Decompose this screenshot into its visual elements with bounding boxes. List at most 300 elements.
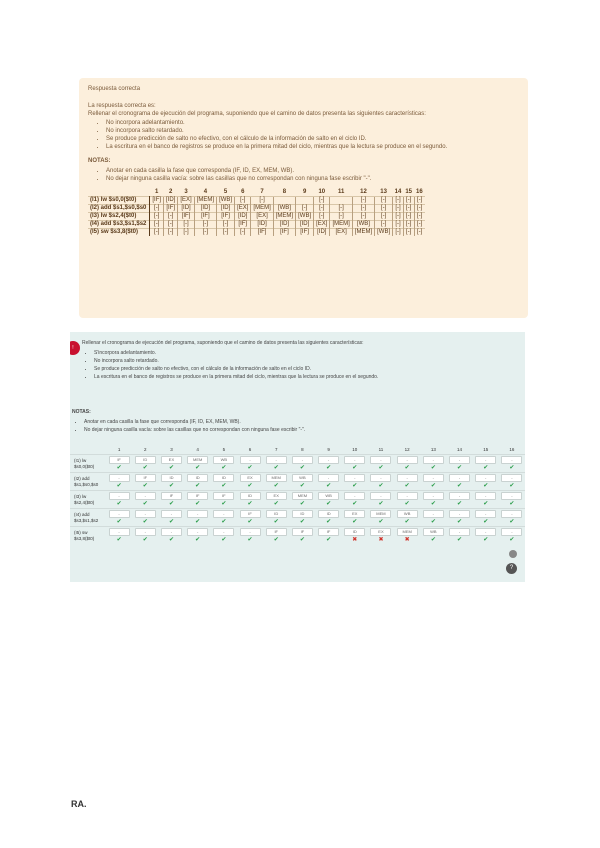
phase-select[interactable]: - [397, 474, 418, 482]
cycle-number: 8 [301, 447, 304, 452]
mark-cell [499, 500, 525, 509]
phase-cell: [-] [194, 221, 216, 229]
phase-select[interactable]: - [423, 492, 444, 500]
note-item: • No dejar ninguna casilla vacía: sobre las casillas que no correspondan con ninguna fase escribir "-". [106, 175, 519, 183]
condition-item: • La escritura en el banco de registros se produce en la primera mitad del ciclo, mientras que la lectura se produce en el segundo. [94, 374, 521, 381]
mark-cell [473, 482, 499, 491]
phase-select[interactable]: WB [397, 510, 418, 518]
phase-cell: [IF] [235, 221, 251, 229]
phase-select[interactable]: - [397, 456, 418, 464]
phase-select[interactable]: - [135, 528, 156, 536]
phase-select[interactable]: - [292, 456, 313, 464]
phase-cell: [-] [414, 213, 425, 221]
scroll-indicator[interactable] [509, 550, 517, 558]
check-icon: ✔ [195, 537, 201, 543]
mark-cell [106, 500, 132, 509]
mark-cell [263, 500, 289, 509]
feedback-subtitle: La respuesta correcta es: [88, 103, 156, 109]
check-icon: ✔ [168, 465, 174, 471]
phase-cell [289, 455, 315, 465]
phase-cell: [EX] [330, 229, 352, 237]
phase-cell [316, 473, 342, 483]
table-row [88, 229, 425, 237]
mark-cell [368, 482, 394, 491]
phase-cell [211, 509, 237, 519]
phase-select[interactable]: - [344, 492, 365, 500]
phase-select[interactable]: IF [135, 474, 156, 482]
mark-cell [289, 482, 315, 491]
phase-cell [273, 197, 295, 205]
check-icon: ✔ [168, 537, 174, 543]
mark-cell [446, 464, 472, 473]
cycle-number: 6 [241, 189, 245, 195]
check-icon: ✔ [509, 483, 515, 489]
check-icon: ✔ [457, 537, 463, 543]
phase-select[interactable]: ID [135, 456, 156, 464]
check-icon: ✔ [457, 483, 463, 489]
quiz-conditions [82, 350, 521, 381]
mark-cell [211, 500, 237, 509]
check-icon: ✔ [483, 483, 489, 489]
phase-cell: [-] [403, 197, 414, 205]
phase-cell: [ID] [314, 229, 330, 237]
phase-cell: [-] [414, 221, 425, 229]
check-icon: ✔ [404, 501, 410, 507]
phase-cell: [-] [150, 213, 164, 221]
phase-cell [420, 527, 446, 537]
check-icon: ✔ [168, 519, 174, 525]
phase-select[interactable]: ID [161, 474, 182, 482]
phase-cell: [-] [403, 205, 414, 213]
check-icon: ✔ [378, 519, 384, 525]
help-icon[interactable]: ? [506, 563, 517, 574]
phase-cell: [WB] [217, 197, 235, 205]
cycle-number: 12 [404, 447, 410, 452]
phase-cell: [-] [403, 213, 414, 221]
phase-select[interactable]: - [187, 510, 208, 518]
phase-cell [106, 491, 132, 501]
phase-select[interactable]: - [370, 492, 391, 500]
check-icon: ✔ [326, 519, 332, 525]
mark-cell [368, 464, 394, 473]
cycle-number: 4 [203, 189, 208, 195]
phase-cell [394, 527, 420, 537]
phase-select[interactable]: IF [292, 528, 313, 536]
table-row [88, 221, 425, 229]
cycle-number: 14 [457, 447, 463, 452]
phase-cell: [-] [393, 213, 404, 221]
note-item: • Anotar en cada casilla la fase que corresponda (IF, ID, EX, MEM, WB). [84, 419, 521, 426]
phase-select[interactable]: WB [423, 528, 444, 536]
phase-cell [368, 509, 394, 519]
check-icon: ✔ [457, 465, 463, 471]
condition-item: • No incorpora salto retardado. [106, 127, 519, 135]
phase-cell [446, 527, 472, 537]
mark-cell [342, 482, 368, 491]
phase-cell [132, 473, 158, 483]
phase-select[interactable]: - [109, 492, 130, 500]
phase-cell: [-] [352, 213, 374, 221]
check-icon: ✔ [273, 465, 279, 471]
phase-cell: [IF] [217, 213, 235, 221]
phase-cell [316, 509, 342, 519]
cycle-number: 5 [222, 447, 226, 452]
phase-cell [106, 455, 132, 465]
phase-cell: [-] [330, 205, 352, 213]
cycle-number: 10 [352, 447, 358, 452]
phase-select[interactable]: - [449, 474, 470, 482]
check-icon: ✔ [404, 519, 410, 525]
cycle-number: 16 [509, 447, 515, 452]
mark-cell [132, 464, 158, 473]
phase-select[interactable]: - [240, 456, 261, 464]
phase-cell [158, 527, 184, 537]
phase-select[interactable]: - [475, 492, 496, 500]
cycle-number: 4 [196, 447, 199, 452]
phase-select[interactable]: IF [187, 492, 208, 500]
check-icon: ✔ [195, 465, 201, 471]
feedback-row [70, 464, 525, 473]
phase-cell [158, 509, 184, 519]
phase-select[interactable]: - [109, 474, 130, 482]
mark-cell [132, 518, 158, 527]
cycle-number: 11 [337, 189, 345, 195]
condition-item: • Se produce predicción de salto no efectivo, con el cálculo de la información de salto en el ciclo ID. [106, 135, 519, 143]
cycle-number: 3 [184, 189, 188, 195]
check-icon: ✔ [404, 465, 410, 471]
phase-select[interactable]: - [344, 474, 365, 482]
phase-cell: [-] [393, 229, 404, 237]
check-icon: ✔ [168, 501, 174, 507]
mark-cell [342, 500, 368, 509]
phase-select[interactable]: MEM [187, 456, 208, 464]
phase-select[interactable]: - [449, 528, 470, 536]
phase-cell: [ID] [273, 221, 295, 229]
phase-cell: [-] [150, 229, 164, 237]
check-icon: ✔ [457, 519, 463, 525]
phase-select[interactable]: MEM [292, 492, 313, 500]
phase-select[interactable]: - [109, 510, 130, 518]
phase-select[interactable]: - [501, 510, 522, 518]
mark-cell [263, 518, 289, 527]
phase-select[interactable]: - [501, 492, 522, 500]
phase-cell [499, 491, 525, 501]
phase-select[interactable]: - [449, 456, 470, 464]
instruction-label: (I3) lw $s2,4($t0) [70, 491, 106, 509]
phase-cell: [ID] [296, 221, 314, 229]
mark-cell [446, 518, 472, 527]
table-row [70, 491, 525, 501]
mark-cell [158, 482, 184, 491]
phase-cell [211, 473, 237, 483]
phase-select[interactable]: - [370, 474, 391, 482]
phase-select[interactable]: - [318, 474, 339, 482]
check-icon: ✔ [299, 537, 305, 543]
phase-select[interactable]: EX [240, 474, 261, 482]
phase-select[interactable]: - [240, 528, 261, 536]
phase-select[interactable]: - [449, 510, 470, 518]
check-icon: ✔ [221, 537, 227, 543]
phase-select[interactable]: WB [213, 456, 234, 464]
phase-select[interactable]: EX [370, 528, 391, 536]
phase-select[interactable]: - [187, 528, 208, 536]
feedback-row [70, 482, 525, 491]
phase-select[interactable]: - [318, 456, 339, 464]
phase-cell [342, 455, 368, 465]
mark-cell [368, 500, 394, 509]
phase-select[interactable]: - [266, 456, 287, 464]
quiz-header [82, 340, 521, 382]
mark-cell [185, 518, 211, 527]
phase-cell [185, 491, 211, 501]
cross-icon: ✖ [352, 537, 358, 543]
phase-cell [394, 473, 420, 483]
check-icon: ✔ [247, 483, 253, 489]
mark-cell [316, 518, 342, 527]
phase-cell: [-] [375, 205, 393, 213]
feedback-panel [79, 78, 528, 318]
phase-cell [446, 473, 472, 483]
mark-cell [263, 482, 289, 491]
feedback-title: Respuesta correcta [88, 86, 141, 92]
phase-select[interactable]: - [449, 492, 470, 500]
phase-cell: [-] [403, 229, 414, 237]
phase-cell [394, 509, 420, 519]
table-row [70, 473, 525, 483]
check-icon: ✔ [273, 483, 279, 489]
check-icon: ✔ [221, 465, 227, 471]
check-icon: ✔ [483, 501, 489, 507]
quiz-notes [72, 409, 521, 435]
phase-cell [342, 527, 368, 537]
phase-cell: [-] [178, 229, 194, 237]
check-icon: ✔ [195, 501, 201, 507]
phase-select[interactable]: - [423, 456, 444, 464]
phase-cell: [IF] [194, 213, 216, 221]
phase-select[interactable]: MEM [370, 510, 391, 518]
phase-select[interactable]: IF [213, 492, 234, 500]
table-row [70, 455, 525, 465]
phase-cell [289, 509, 315, 519]
phase-cell: [-] [164, 221, 178, 229]
phase-cell: [-] [235, 197, 251, 205]
check-icon: ✔ [378, 465, 384, 471]
check-icon: ✔ [116, 501, 122, 507]
phase-select[interactable]: EX [344, 510, 365, 518]
phase-cell: [WB] [352, 221, 374, 229]
check-icon: ✔ [352, 465, 358, 471]
phase-cell: [MEM] [194, 197, 216, 205]
phase-select[interactable]: - [161, 528, 182, 536]
phase-select[interactable]: - [344, 456, 365, 464]
check-icon: ✔ [430, 483, 436, 489]
phase-select[interactable]: IF [161, 492, 182, 500]
phase-select[interactable]: - [109, 528, 130, 536]
phase-select[interactable]: MEM [397, 528, 418, 536]
check-icon: ✔ [221, 519, 227, 525]
mark-cell [420, 482, 446, 491]
mark-cell [106, 482, 132, 491]
check-icon: ✔ [483, 537, 489, 543]
phase-cell [316, 491, 342, 501]
phase-cell: [WB] [296, 213, 314, 221]
table-row [88, 197, 425, 205]
mark-cell [499, 518, 525, 527]
phase-cell: [-] [393, 221, 404, 229]
phase-select[interactable]: - [501, 474, 522, 482]
phase-cell [473, 455, 499, 465]
check-icon: ✔ [509, 519, 515, 525]
mark-cell [342, 464, 368, 473]
mark-cell [158, 518, 184, 527]
cycle-number: 1 [155, 189, 159, 195]
check-icon: ✔ [326, 501, 332, 507]
phase-select[interactable]: WB [318, 492, 339, 500]
mark-cell [211, 464, 237, 473]
feedback-row [70, 518, 525, 527]
phase-select[interactable]: - [423, 474, 444, 482]
phase-select[interactable]: EX [266, 492, 287, 500]
instruction-label: (I5) sw $s3,8($t0) [70, 527, 106, 545]
notes-title: NOTAS: [72, 409, 91, 415]
cycle-number: 13 [380, 189, 387, 195]
mark-cell [446, 482, 472, 491]
phase-select[interactable]: - [397, 492, 418, 500]
cross-icon: ✖ [378, 537, 384, 543]
mark-cell [158, 500, 184, 509]
phase-select[interactable]: MEM [266, 474, 287, 482]
check-icon: ✔ [273, 519, 279, 525]
phase-select[interactable]: - [501, 528, 522, 536]
mark-cell [342, 536, 368, 544]
corner-cell [70, 445, 106, 455]
phase-cell [368, 455, 394, 465]
cycle-number: 9 [327, 447, 330, 452]
phase-select[interactable]: WB [292, 474, 313, 482]
phase-cell: [MEM] [251, 205, 273, 213]
condition-item: • No incorpora salto retardado. [94, 358, 521, 365]
phase-select[interactable]: ID [187, 474, 208, 482]
phase-select[interactable]: IF [266, 528, 287, 536]
phase-cell [132, 455, 158, 465]
phase-select[interactable]: - [135, 510, 156, 518]
condition-item: • La escritura en el banco de registros se produce en la primera mitad del ciclo, mientras que la lectura se produce en el segundo. [106, 143, 519, 151]
cycle-number: 7 [274, 447, 278, 452]
phase-cell [237, 527, 263, 537]
mark-cell [106, 464, 132, 473]
phase-select[interactable]: - [475, 528, 496, 536]
phase-select[interactable]: - [370, 456, 391, 464]
phase-cell: [-] [178, 221, 194, 229]
check-icon: ✔ [404, 483, 410, 489]
check-icon: ✔ [247, 501, 253, 507]
phase-select[interactable]: ID [318, 510, 339, 518]
cycle-number: 16 [416, 189, 423, 195]
phase-select[interactable]: - [475, 456, 496, 464]
phase-select[interactable]: IF [240, 510, 261, 518]
mark-cell [394, 500, 420, 509]
phase-cell [420, 455, 446, 465]
check-icon: ✔ [352, 501, 358, 507]
phase-cell: [ID] [235, 213, 251, 221]
phase-select[interactable]: IF [318, 528, 339, 536]
phase-select[interactable]: - [423, 510, 444, 518]
phase-cell: [IF] [164, 205, 178, 213]
mark-cell [185, 536, 211, 544]
phase-select[interactable]: EX [161, 456, 182, 464]
phase-select[interactable]: - [475, 510, 496, 518]
phase-cell: [-] [314, 205, 330, 213]
phase-cell [446, 491, 472, 501]
phase-cell: [-] [150, 221, 164, 229]
cross-icon: ✖ [404, 537, 410, 543]
mark-cell [185, 464, 211, 473]
check-icon: ✔ [457, 501, 463, 507]
phase-select[interactable]: ID [240, 492, 261, 500]
mark-cell [394, 464, 420, 473]
check-icon: ✔ [326, 465, 332, 471]
phase-cell: [-] [414, 205, 425, 213]
mark-cell [263, 536, 289, 544]
phase-select[interactable]: IF [109, 456, 130, 464]
cycle-number: 6 [248, 447, 252, 452]
phase-select[interactable]: ID [213, 474, 234, 482]
mark-cell [473, 500, 499, 509]
phase-cell [368, 527, 394, 537]
phase-cell [499, 455, 525, 465]
phase-select[interactable]: ID [266, 510, 287, 518]
mark-cell [289, 518, 315, 527]
phase-select[interactable]: ID [344, 528, 365, 536]
mark-cell [237, 464, 263, 473]
phase-cell: [ID] [194, 205, 216, 213]
cycle-number: 13 [430, 447, 436, 452]
cycle-number: 9 [302, 189, 307, 195]
phase-select[interactable]: - [161, 510, 182, 518]
phase-cell [211, 527, 237, 537]
phase-cell [446, 509, 472, 519]
phase-cell [158, 455, 184, 465]
phase-cell: [-] [393, 197, 404, 205]
phase-select[interactable]: - [501, 456, 522, 464]
mark-cell [473, 518, 499, 527]
mark-cell [263, 464, 289, 473]
check-icon: ✔ [142, 519, 148, 525]
answer-grid [70, 445, 525, 544]
mark-cell [132, 536, 158, 544]
check-icon: ✔ [352, 519, 358, 525]
mark-cell [185, 500, 211, 509]
phase-select[interactable]: - [475, 474, 496, 482]
phase-select[interactable]: - [213, 528, 234, 536]
phase-cell [185, 473, 211, 483]
phase-select[interactable]: ID [292, 510, 313, 518]
cycle-number: 12 [360, 189, 367, 195]
note-item: • Anotar en cada casilla la fase que corresponda (IF, ID, EX, MEM, WB). [106, 167, 519, 175]
check-icon: ✔ [299, 483, 305, 489]
check-icon: ✔ [221, 483, 227, 489]
phase-select[interactable]: - [213, 510, 234, 518]
mark-cell [368, 536, 394, 544]
table-row [70, 509, 525, 519]
phase-select[interactable]: - [135, 492, 156, 500]
phase-cell: [-] [403, 221, 414, 229]
phase-cell: [-] [352, 205, 374, 213]
phase-cell [263, 527, 289, 537]
phase-cell [342, 491, 368, 501]
check-icon: ✔ [299, 519, 305, 525]
check-icon: ✔ [509, 501, 515, 507]
